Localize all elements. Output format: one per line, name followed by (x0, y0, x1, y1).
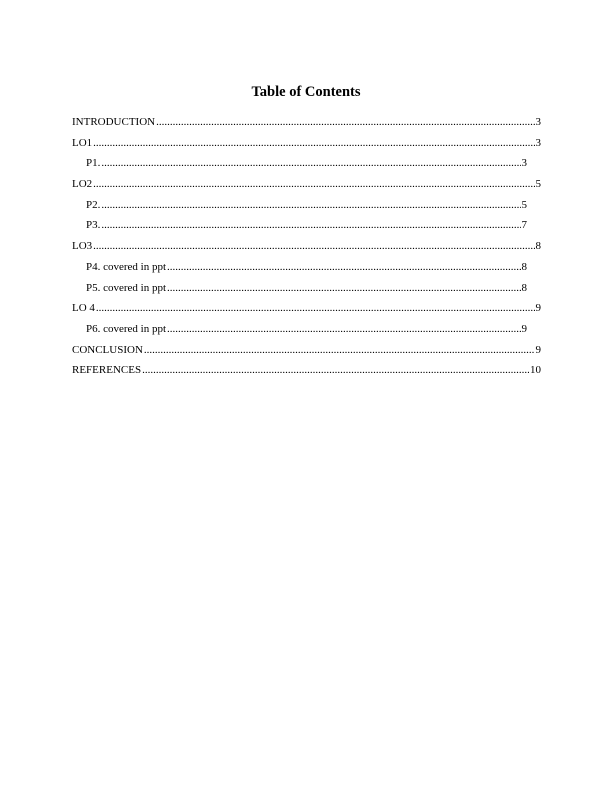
toc-entry-p4[interactable] (72, 257, 527, 278)
toc-entry-label: LO2 (72, 178, 93, 191)
toc-entry-label: P1. (86, 157, 101, 170)
toc-entry-label: INTRODUCTION (72, 116, 156, 128)
toc-entry-conclusion[interactable] (72, 340, 541, 361)
toc-entry-label: P3. (86, 219, 101, 232)
toc-dot-leader (144, 340, 535, 361)
toc-list (72, 112, 541, 381)
toc-dot-leader (96, 298, 535, 319)
toc-page-number: 3 (535, 116, 541, 128)
toc-entry-lo1[interactable] (72, 133, 541, 154)
toc-page-number: 10 (530, 364, 541, 377)
toc-dot-leader (101, 153, 520, 174)
toc-dot-leader (167, 278, 520, 299)
toc-page-number: 9 (521, 322, 527, 335)
toc-entry-label: LO1 (72, 136, 93, 149)
toc-entry-p6[interactable] (72, 319, 527, 340)
toc-title: Table of Contents (251, 84, 361, 100)
toc-entry-label: P5. covered in ppt (86, 281, 167, 294)
toc-entry-lo2[interactable] (72, 174, 541, 195)
toc-dot-leader (93, 133, 534, 154)
toc-entry-label: LO3 (72, 240, 93, 253)
toc-entry-label: P2. (86, 198, 101, 211)
toc-dot-leader (101, 215, 520, 236)
toc-entry-p3[interactable] (72, 215, 527, 236)
toc-entry-label: LO 4 (72, 302, 95, 315)
toc-entry-introduction[interactable] (72, 112, 541, 133)
toc-page-number: 9 (535, 343, 541, 356)
toc-entry-p2[interactable] (72, 195, 527, 216)
toc-entry-label: REFERENCES (72, 364, 142, 377)
toc-page-number: 8 (521, 281, 527, 294)
toc-entry-p5[interactable] (72, 278, 527, 299)
toc-dot-leader (167, 319, 520, 340)
toc-page-number: 9 (535, 302, 541, 315)
toc-page-number: 5 (521, 198, 527, 211)
toc-dot-leader (156, 112, 534, 133)
toc-entry-lo4[interactable] (72, 298, 541, 319)
toc-page-number: 3 (521, 157, 527, 170)
toc-entry-label: P4. covered in ppt (86, 260, 167, 273)
toc-dot-leader (142, 360, 529, 381)
toc-page-number: 3 (535, 136, 541, 149)
toc-entry-references[interactable] (72, 360, 541, 381)
toc-entry-lo3[interactable] (72, 236, 541, 257)
toc-page-number: 5 (535, 178, 541, 191)
toc-dot-leader (93, 174, 534, 195)
toc-dot-leader (167, 257, 520, 278)
toc-page-number: 8 (521, 260, 527, 273)
toc-entry-label: CONCLUSION (72, 343, 143, 356)
toc-dot-leader (101, 195, 520, 216)
toc-page-number: 8 (535, 240, 541, 253)
toc-entry-label: P6. covered in ppt (86, 322, 167, 335)
toc-page-number: 7 (521, 219, 527, 232)
toc-entry-p1[interactable] (72, 153, 527, 174)
toc-dot-leader (93, 236, 534, 257)
